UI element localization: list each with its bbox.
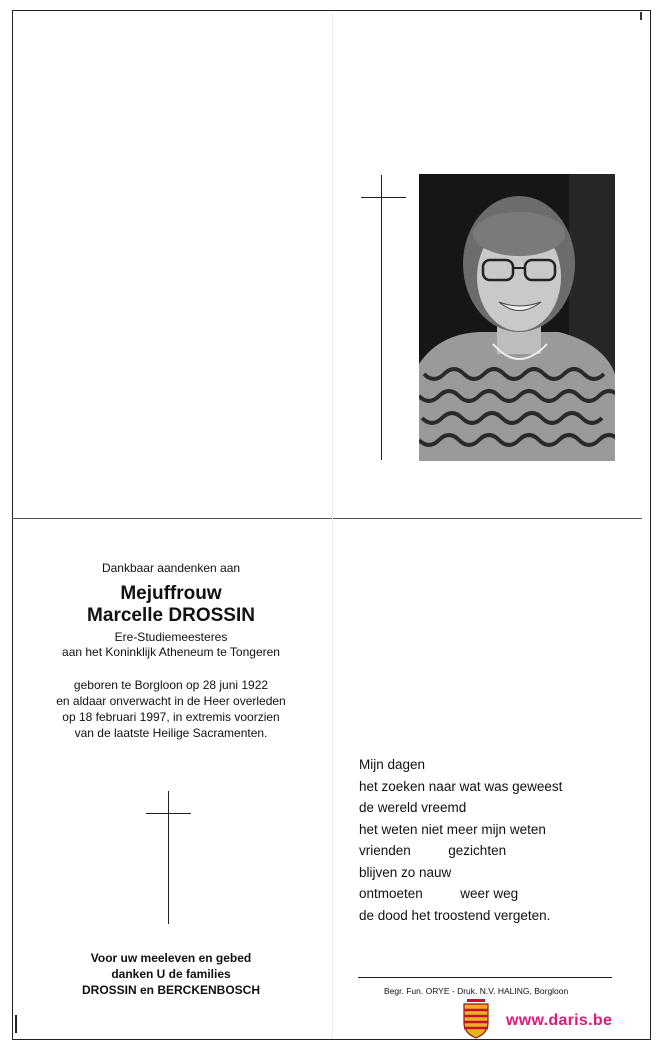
thanks-line: DROSSIN en BERCKENBOSCH: [81, 983, 261, 997]
poem-line: het weten niet meer mijn weten: [359, 821, 546, 837]
title-line: aan het Koninklijk Atheneum te Tongeren: [62, 645, 280, 659]
poem-line: de wereld vreemd: [359, 800, 467, 815]
watermark-url[interactable]: www.daris.be: [506, 1012, 613, 1029]
bio-line: van de laatste Heilige Sacramenten.: [74, 726, 268, 740]
bio-line: geboren te Borgloon op 28 juni 1922: [73, 678, 269, 692]
poem-line: Mijn dagen: [359, 757, 426, 772]
portrait-photo: [419, 174, 615, 461]
poem-line: het zoeken naar wat was geweest: [359, 778, 563, 794]
poem-line: de dood het troostend vergeten.: [359, 907, 551, 923]
poem-line: blijven zo nauw: [359, 864, 452, 880]
thanks-line: danken U de families: [111, 967, 231, 981]
deceased-name: Marcelle DROSSIN: [87, 605, 255, 626]
crop-mark-bottom: [15, 1015, 17, 1033]
shield-logo-icon: [461, 997, 491, 1039]
poem-line: vrienden gezichten: [359, 843, 507, 858]
printer-credit: Begr. Fun. ORYE - Druk. N.V. HALING, Borgloon: [384, 986, 569, 996]
thanks-line: Voor uw meeleven en gebed: [90, 951, 252, 965]
intro-text: Dankbaar aandenken aan: [101, 561, 241, 575]
title-block: [40, 630, 302, 660]
bio-block: [40, 677, 302, 741]
bio-line: en aldaar onverwacht in de Heer overleden: [56, 694, 286, 708]
thanks-block: [40, 950, 302, 998]
honorific: Mejuffrouw: [120, 583, 222, 604]
crop-mark: [640, 12, 642, 20]
poem-line: ontmoeten weer weg: [359, 886, 519, 901]
title-line: Ere-Studiemeesteres: [114, 630, 228, 644]
printer-divider: [358, 977, 612, 978]
fold-line-horizontal: [12, 518, 642, 519]
fold-line-vertical: [332, 12, 333, 1038]
bio-line: op 18 februari 1997, in extremis voorzien: [62, 710, 280, 724]
deceased-heading: [40, 583, 302, 627]
poem: [359, 754, 562, 926]
